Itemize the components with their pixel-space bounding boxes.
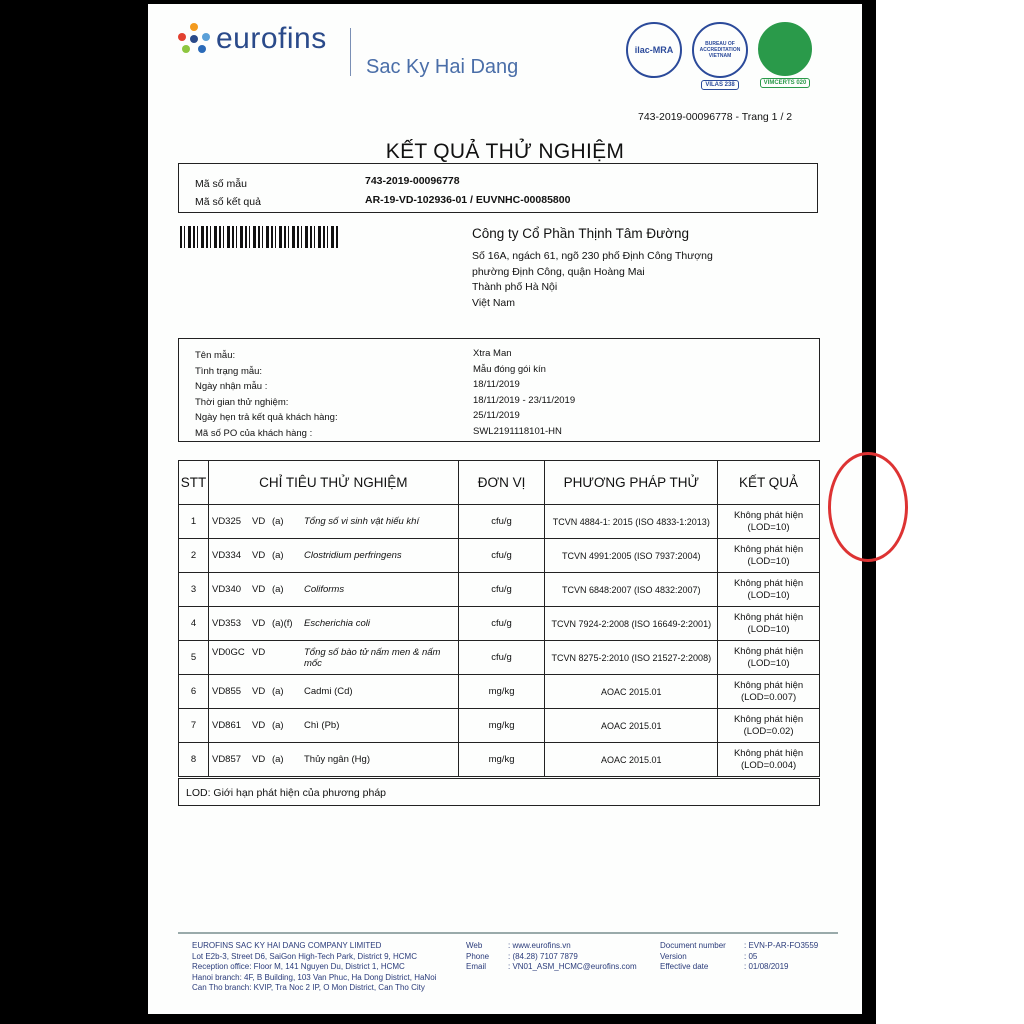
footer-value: : 01/08/2019 (744, 962, 789, 971)
row-stt: 4 (179, 607, 209, 641)
client-name: Công ty Cổ Phần Thịnh Tâm Đường (472, 226, 690, 241)
row-name: Escherichia coli (303, 618, 370, 629)
footer-label: Document number (660, 941, 726, 950)
brand-name: eurofins (216, 22, 327, 55)
footer-divider (178, 932, 838, 934)
row-unit: mg/kg (458, 709, 545, 743)
row-code: VD0GC (211, 646, 245, 658)
table-row (179, 505, 820, 539)
row-stt: 7 (179, 709, 209, 743)
sample-info-box (178, 338, 820, 442)
row-stt: 8 (179, 743, 209, 777)
row-lab: VD (251, 550, 266, 561)
vimcerts-tag: VIMCERTS 020 (760, 78, 811, 88)
table-row (179, 709, 820, 743)
row-result (718, 573, 820, 607)
result-text: Không phát hiện (733, 713, 804, 725)
result-lod: (LOD=10) (747, 555, 790, 567)
row-parameter (208, 505, 458, 539)
row-lab: VD (251, 754, 266, 765)
row-stt: 3 (179, 573, 209, 607)
row-parameter (208, 539, 458, 573)
info-label: Thời gian thử nghiệm: (195, 396, 289, 408)
address-line: phường Định Công, quận Hoàng Mai (472, 265, 645, 278)
row-code: VD855 (211, 686, 242, 697)
info-value: 18/11/2019 (473, 379, 520, 390)
result-text: Không phát hiện (733, 645, 804, 657)
result-id-value: AR-19-VD-102936-01 / EUVNHC-00085800 (365, 194, 571, 206)
barcode (180, 226, 340, 248)
result-lod: (LOD=10) (747, 521, 790, 533)
info-value: SWL2191118101-HN (473, 425, 562, 437)
lod-note-box (178, 778, 820, 806)
result-lod: (LOD=0.02) (743, 725, 794, 737)
row-parameter (208, 641, 458, 675)
row-parameter (208, 675, 458, 709)
row-flag: (a) (271, 686, 284, 697)
result-lod: (LOD=10) (747, 623, 790, 635)
table-row (179, 607, 820, 641)
row-parameter (208, 607, 458, 641)
footer-company (192, 941, 436, 994)
row-lab: VD (251, 516, 266, 527)
footer-line: Lot E2b-3, Street D6, SaiGon High-Tech Park, District 9, HCMC (192, 951, 417, 961)
row-method: TCVN 6848:2007 (ISO 4832:2007) (545, 573, 718, 607)
row-name: Coliforms (303, 584, 345, 595)
sample-id-label: Mã số mẫu (195, 178, 247, 190)
footer-value: : 05 (744, 951, 758, 961)
info-value: Mẫu đóng gói kín (473, 363, 546, 375)
row-stt: 6 (179, 675, 209, 709)
row-code: VD325 (211, 516, 242, 527)
row-parameter (208, 573, 458, 607)
header-parameter: CHỈ TIÊU THỬ NGHIỆM (208, 461, 458, 505)
row-parameter (208, 709, 458, 743)
table-header (179, 461, 820, 505)
row-result (718, 743, 820, 777)
row-result (718, 641, 820, 675)
row-result (718, 709, 820, 743)
row-result (718, 539, 820, 573)
result-text: Không phát hiện (733, 747, 804, 759)
info-label: Tình trạng mẫu: (195, 365, 263, 377)
row-name: Clostridium perfringens (303, 550, 402, 561)
row-code: VD334 (211, 550, 242, 561)
row-flag: (a)(f) (271, 618, 293, 629)
row-unit: mg/kg (458, 743, 545, 777)
row-flag: (a) (271, 516, 284, 527)
footer-doc-values (744, 941, 818, 973)
row-result (718, 607, 820, 641)
row-name: Tổng số vi sinh vật hiếu khí (303, 516, 420, 527)
table-row (179, 675, 820, 709)
row-unit: cfu/g (458, 641, 545, 675)
row-stt: 2 (179, 539, 209, 573)
address-line: Việt Nam (472, 296, 515, 309)
footer-line: Hanoi branch: 4F, B Building, 103 Van Phuc, Ha Dong District, HaNoi (192, 972, 437, 982)
info-value: 18/11/2019 - 23/11/2019 (473, 394, 576, 406)
result-lod: (LOD=0.007) (740, 691, 797, 703)
header-unit: ĐƠN VỊ (458, 461, 545, 505)
results-table (178, 460, 820, 777)
row-method: AOAC 2015.01 (545, 675, 718, 709)
footer-label: Effective date (660, 962, 709, 971)
footer-label: Phone (466, 951, 490, 961)
row-unit: cfu/g (458, 573, 545, 607)
id-box (178, 163, 818, 213)
row-flag: (a) (271, 584, 284, 595)
row-method: TCVN 4884-1: 2015 (ISO 4833-1:2013) (545, 505, 718, 539)
row-lab: VD (251, 584, 266, 595)
table-row (179, 539, 820, 573)
sample-id-value: 743-2019-00096778 (365, 175, 460, 187)
footer-contact-labels (466, 941, 489, 973)
row-unit: cfu/g (458, 505, 545, 539)
row-result (718, 675, 820, 709)
table-row (179, 641, 820, 675)
web-link[interactable]: : www.eurofins.vn (508, 941, 571, 950)
result-text: Không phát hiện (733, 611, 804, 623)
result-text: Không phát hiện (733, 509, 804, 521)
row-code: VD340 (211, 584, 242, 595)
row-flag: (a) (271, 550, 284, 561)
logo-divider (350, 28, 351, 76)
document-title: KẾT QUẢ THỬ NGHIỆM (385, 140, 625, 163)
row-lab: VD (251, 720, 266, 731)
table-row (179, 573, 820, 607)
footer-line: Can Tho branch: KVIP, Tra Noc 2 IP, O Mon District, Can Tho City (192, 983, 425, 992)
row-lab: VD (251, 618, 266, 629)
info-value: Xtra Man (473, 348, 512, 359)
row-unit: mg/kg (458, 675, 545, 709)
result-text: Không phát hiện (733, 543, 804, 555)
row-unit: cfu/g (458, 607, 545, 641)
row-code: VD353 (211, 618, 242, 629)
address-line: Thành phố Hà Nội (472, 281, 558, 293)
ilac-mra-seal: ilac-MRA (626, 22, 682, 78)
row-name: Tổng số bào tử nấm men & nấm mốc (303, 646, 441, 669)
row-code: VD857 (211, 754, 242, 765)
footer-doc-labels (660, 941, 726, 973)
info-label: Mã số PO của khách hàng : (195, 427, 313, 439)
row-stt: 1 (179, 505, 209, 539)
header-result: KẾT QUẢ (718, 461, 820, 505)
vimcerts-leaf-icon (758, 22, 812, 76)
result-lod: (LOD=0.004) (740, 759, 797, 771)
test-report-page (148, 4, 862, 1014)
header-stt: STT (179, 461, 209, 505)
footer-line: EUROFINS SAC KY HAI DANG COMPANY LIMITED (192, 941, 382, 950)
info-label: Tên mẫu: (195, 350, 236, 361)
row-method: TCVN 4991:2005 (ISO 7937:2004) (545, 539, 718, 573)
row-lab: VD (251, 646, 266, 658)
lod-note: LOD: Giới hạn phát hiện của phương pháp (186, 787, 387, 799)
row-flag: (a) (271, 720, 284, 731)
result-lod: (LOD=10) (747, 589, 790, 601)
boa-seal: BUREAU OF ACCREDITATION VIETNAM (692, 22, 748, 78)
row-stt: 5 (179, 641, 209, 675)
row-lab: VD (251, 686, 266, 697)
header-method: PHƯƠNG PHÁP THỬ (545, 461, 718, 505)
row-method: TCVN 7924-2:2008 (ISO 16649-2:2001) (545, 607, 718, 641)
address-line: Số 16A, ngách 61, ngõ 230 phố Định Công Thượng (472, 250, 713, 262)
sub-brand: Sac Ky Hai Dang (366, 56, 519, 78)
row-method: AOAC 2015.01 (545, 709, 718, 743)
footer-label: Email (466, 962, 487, 971)
row-name: Thủy ngân (Hg) (303, 754, 370, 765)
result-id-label: Mã số kết quả (195, 196, 261, 208)
row-unit: cfu/g (458, 539, 545, 573)
vilas-tag: VILAS 238 (701, 80, 738, 90)
row-method: TCVN 8275-2:2010 (ISO 21527-2:2008) (545, 641, 718, 675)
info-label: Ngày hẹn trả kết quả khách hàng: (195, 412, 338, 423)
eurofins-dots-icon (178, 23, 210, 55)
row-code: VD861 (211, 720, 242, 731)
page-reference: 743-2019-00096778 - Trang 1 / 2 (638, 111, 793, 123)
footer-line: Reception office: Floor M, 141 Nguyen Du, District 1, HCMC (192, 962, 405, 971)
result-text: Không phát hiện (733, 679, 804, 691)
row-parameter (208, 743, 458, 777)
red-stamp (828, 452, 908, 562)
email-link[interactable]: : VN01_ASM_HCMC@eurofins.com (508, 962, 637, 971)
phone-value: : (84.28) 7107 7879 (508, 951, 578, 961)
footer-label: Version (660, 951, 687, 961)
footer-value: : EVN-P-AR-FO3559 (744, 941, 819, 950)
result-lod: (LOD=10) (747, 657, 790, 669)
footer-contact-values (508, 941, 637, 973)
accreditation-seals (626, 22, 812, 90)
row-flag (272, 647, 304, 669)
result-text: Không phát hiện (733, 577, 804, 589)
row-flag: (a) (271, 754, 284, 765)
eurofins-logo (178, 22, 327, 56)
row-name: Cadmi (Cd) (303, 686, 353, 697)
row-method: AOAC 2015.01 (545, 743, 718, 777)
info-value: 25/11/2019 (473, 410, 520, 421)
footer-label: Web (466, 941, 483, 950)
row-name: Chì (Pb) (303, 720, 340, 731)
info-label: Ngày nhận mẫu : (195, 381, 268, 392)
row-result (718, 505, 820, 539)
client-block (472, 226, 713, 311)
table-row (179, 743, 820, 777)
